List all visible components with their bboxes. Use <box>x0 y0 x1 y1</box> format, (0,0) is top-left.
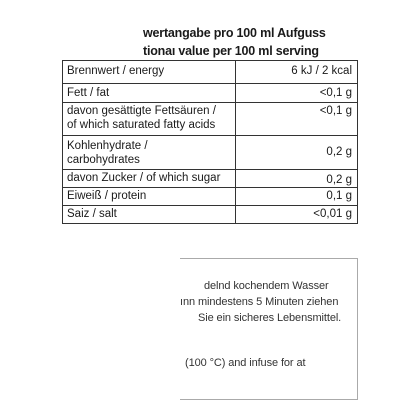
table-row-fat <box>63 83 357 102</box>
row-label: Eiweiß / protein <box>67 190 147 202</box>
column-divider <box>235 188 236 205</box>
column-divider <box>235 103 236 135</box>
row-value: 0,2 g <box>326 174 352 186</box>
row-label: davon gesättigte Fettsäuren / <box>67 105 216 117</box>
row-value: 0,2 g <box>326 146 352 158</box>
nutrition-heading-en: tionaı value per 100 ml serving <box>143 44 319 58</box>
table-row-salt <box>63 205 357 223</box>
nutrition-heading-de: wertangabe pro 100 ml Aufguss <box>143 26 326 40</box>
row-value: <0,1 g <box>319 105 352 117</box>
preparation-instructions <box>180 258 358 400</box>
row-label: Fett / fat <box>67 87 110 99</box>
table-row-carbohydrates <box>63 135 357 169</box>
row-label: Kohlenhydrate / <box>67 140 148 152</box>
preparation-line-de-1: delnd kochendem Wasser <box>204 280 329 292</box>
row-label: Brennwert / energy <box>67 65 165 77</box>
preparation-line-en-1: (100 °C) and infuse for at <box>185 357 306 369</box>
row-value: 6 kJ / 2 kcal <box>291 65 352 77</box>
column-divider <box>235 170 236 187</box>
column-divider <box>235 84 236 102</box>
row-label: Saiz / salt <box>67 208 117 220</box>
table-row-protein <box>63 187 357 205</box>
row-value: <0,1 g <box>319 87 352 99</box>
row-label-secondary: carbohydrates <box>67 154 140 166</box>
column-divider <box>235 206 236 223</box>
column-divider <box>235 136 236 169</box>
row-label: davon Zucker / of which sugar <box>67 172 221 184</box>
column-divider <box>235 61 236 83</box>
preparation-line-de-2: ınn mindestens 5 Minuten ziehen <box>180 296 339 308</box>
preparation-line-de-3: Sie ein sicheres Lebensmittel. <box>198 312 342 324</box>
row-value: 0,1 g <box>326 190 352 202</box>
row-label-secondary: of which saturated fatty acids <box>67 119 216 131</box>
nutrition-table <box>62 60 358 224</box>
table-row-energy <box>63 61 357 83</box>
table-row-sugar <box>63 169 357 187</box>
row-value: <0,01 g <box>313 208 352 220</box>
table-row-saturated-fat <box>63 102 357 135</box>
